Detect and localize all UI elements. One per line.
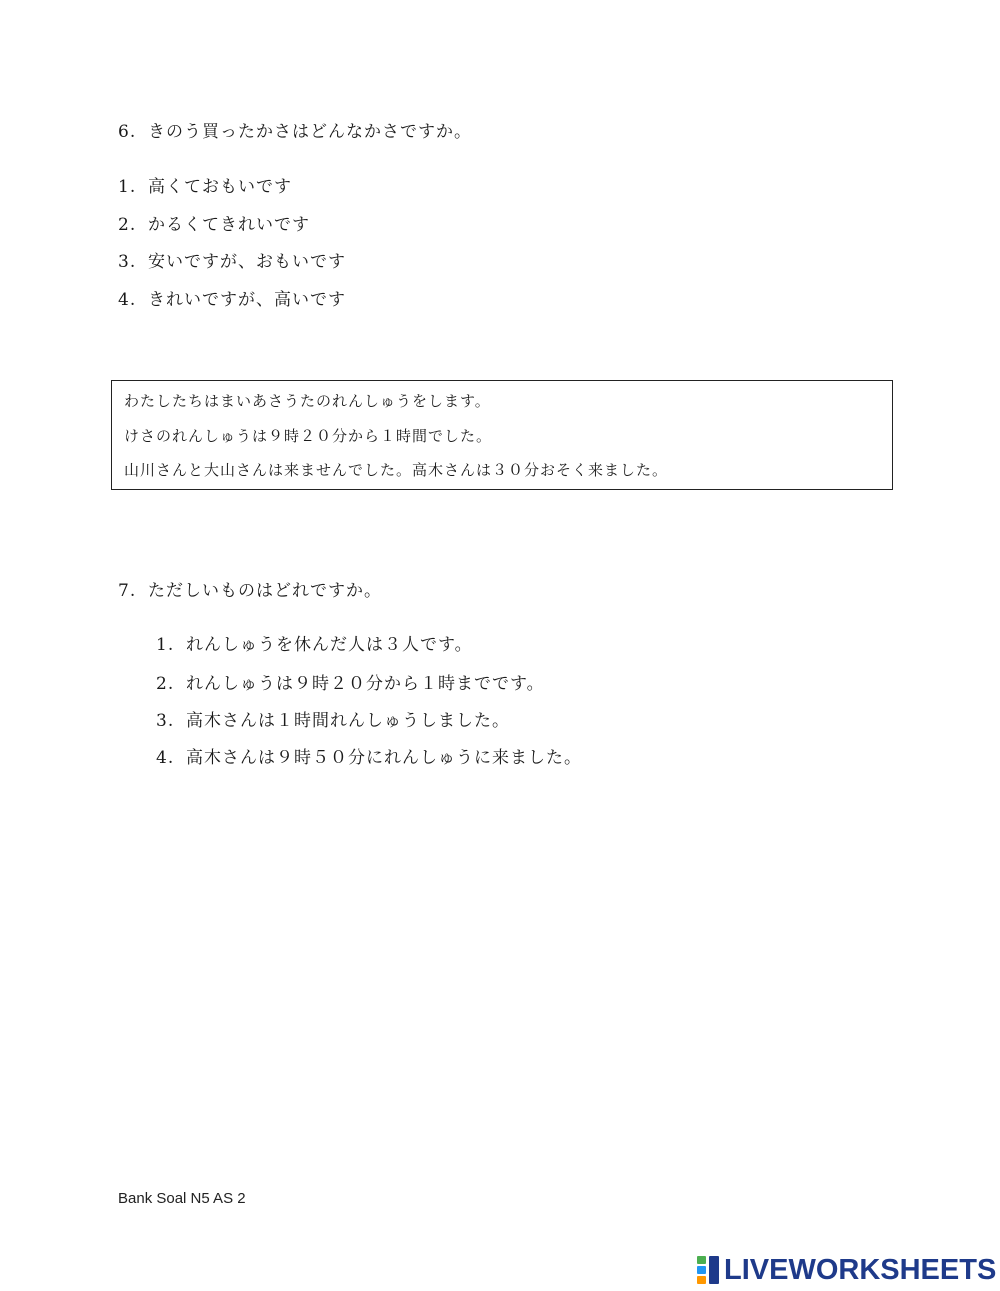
option-number: 4.	[156, 748, 175, 768]
option-number: 2.	[156, 674, 175, 694]
footer-label: Bank Soal N5 AS 2	[118, 1190, 246, 1207]
option-number: 1.	[156, 635, 175, 655]
question-6-option-4[interactable]	[118, 289, 346, 311]
question-6-number: 6.	[118, 122, 137, 142]
option-text: 高木さんは９時５０分にれんしゅうに来ました。	[186, 748, 582, 768]
question-6-option-2[interactable]	[118, 214, 310, 236]
option-number: 3.	[118, 252, 137, 272]
option-text: 安いですが、おもいです	[148, 252, 346, 272]
logo-blocks-icon	[697, 1256, 721, 1284]
question-6-option-1[interactable]	[118, 176, 292, 198]
reading-passage-box	[111, 380, 893, 490]
passage-line-2: けさのれんしゅうは９時２０分から１時間でした。	[124, 427, 493, 445]
logo-text: LIVEWORKSHEETS	[724, 1254, 997, 1286]
option-text: かるくてきれいです	[148, 215, 310, 235]
passage-line-3: 山川さんと大山さんは来ませんでした。高木さんは３０分おそく来ました。	[124, 461, 669, 479]
option-number: 2.	[118, 215, 137, 235]
option-text: 高木さんは１時間れんしゅうしました。	[186, 711, 510, 731]
option-text: れんしゅうは９時２０分から１時までです。	[186, 674, 545, 694]
question-7-prompt: ただしいものはどれですか。	[148, 581, 382, 601]
option-text: 高くておもいです	[148, 177, 292, 197]
question-7-number: 7.	[118, 581, 137, 601]
option-text: きれいですが、高いです	[148, 290, 346, 310]
question-6-text	[118, 121, 472, 143]
question-7-option-1[interactable]	[156, 634, 473, 656]
question-7-option-3[interactable]	[156, 710, 510, 732]
question-7-option-2[interactable]	[156, 673, 545, 695]
question-7-option-4[interactable]	[156, 747, 582, 769]
question-6-prompt: きのう買ったかさはどんなかさですか。	[148, 122, 472, 142]
option-text: れんしゅうを休んだ人は３人です。	[186, 635, 473, 655]
option-number: 4.	[118, 290, 137, 310]
question-7-text	[118, 580, 382, 602]
liveworksheets-logo[interactable]	[697, 1255, 996, 1285]
option-number: 1.	[118, 177, 137, 197]
passage-line-1: わたしたちはまいあさうたのれんしゅうをします。	[124, 392, 491, 410]
question-6-option-3[interactable]	[118, 251, 346, 273]
option-number: 3.	[156, 711, 175, 731]
